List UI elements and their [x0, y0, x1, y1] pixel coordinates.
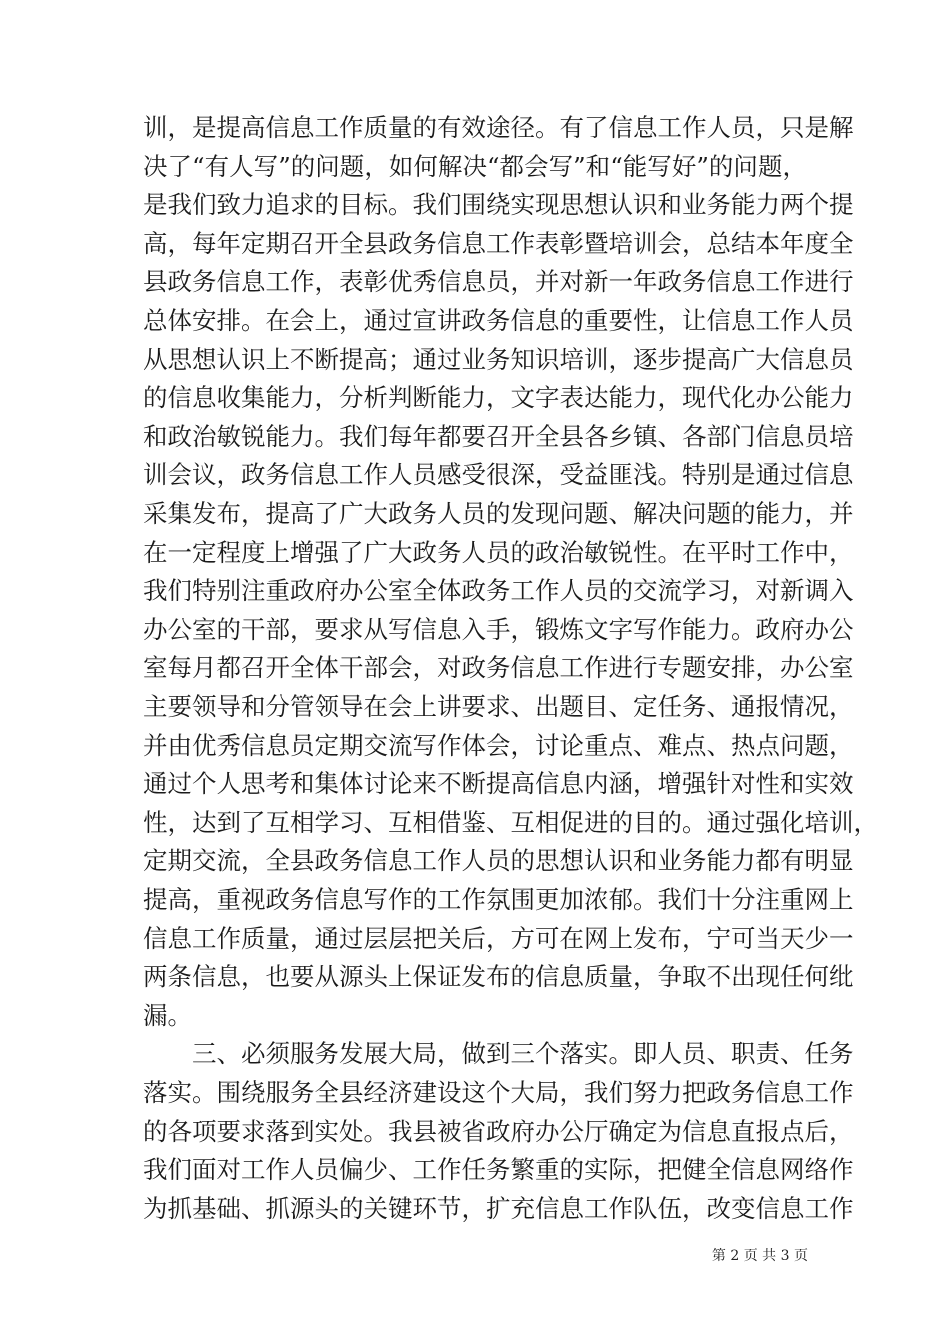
text-line: 是我们致力追求的目标。我们围绕实现思想认识和业务能力两个提: [143, 190, 854, 220]
text-line: 为抓基础、抓源头的关键环节，扩充信息工作队伍，改变信息工作: [143, 1193, 854, 1223]
text-line: 信息工作质量，通过层层把关后，方可在网上发布，宁可当天少一: [143, 923, 854, 953]
text-line: 室每月都召开全体干部会，对政务信息工作进行专题安排，办公室: [143, 653, 854, 683]
text-line: 在一定程度上增强了广大政务人员的政治敏锐性。在平时工作中，: [143, 537, 854, 567]
text-line: 两条信息，也要从源头上保证发布的信息质量，争取不出现任何纰: [143, 962, 854, 992]
text-line: 办公室的干部，要求从写信息入手，锻炼文字写作能力。政府办公: [143, 614, 854, 644]
text-line: 落实。围绕服务全县经济建设这个大局，我们努力把政务信息工作: [143, 1078, 854, 1107]
text-line: 提高，重视政务信息写作的工作氛围更加浓郁。我们十分注重网上: [143, 885, 854, 914]
text-line: 训，是提高信息工作质量的有效途径。有了信息工作人员，只是解: [143, 113, 854, 142]
text-line: 并由优秀信息员定期交流写作体会，讨论重点、难点、热点问题，: [143, 730, 854, 760]
text-line: 采集发布，提高了广大政务人员的发现问题、解决问题的能力，并: [143, 499, 854, 528]
text-line: 的信息收集能力，分析判断能力，文字表达能力，现代化办公能力: [143, 383, 854, 413]
paragraph-heading-line: 三、必须服务发展大局，做到三个落实。即人员、职责、任务: [192, 1039, 854, 1069]
page-number: 第 2 页 共 3 页: [711, 1248, 808, 1264]
text-line: 高，每年定期召开全县政务信息工作表彰暨培训会，总结本年度全: [143, 228, 854, 258]
text-line: 性，达到了互相学习、互相借鉴、互相促进的目的。通过强化培训，: [143, 807, 878, 837]
text-line: 的各项要求落到实处。我县被省政府办公厅确定为信息直报点后，: [143, 1116, 854, 1146]
text-line: 漏。: [143, 1000, 192, 1030]
text-line: 我们特别注重政府办公室全体政务工作人员的交流学习，对新调入: [143, 576, 854, 606]
text-line: 县政务信息工作，表彰优秀信息员，并对新一年政务信息工作进行: [143, 267, 854, 297]
text-line: 定期交流，全县政务信息工作人员的思想认识和业务能力都有明显: [143, 846, 854, 876]
text-line: 训会议，政务信息工作人员感受很深，受益匪浅。特别是通过信息: [143, 460, 854, 490]
text-line: 总体安排。在会上，通过宣讲政务信息的重要性，让信息工作人员: [143, 306, 854, 335]
text-line: 主要领导和分管领导在会上讲要求、出题目、定任务、通报情况，: [143, 692, 854, 721]
text-line: 通过个人思考和集体讨论来不断提高信息内涵，增强针对性和实效: [143, 769, 854, 799]
text-line: 决了“有人写”的问题，如何解决“都会写”和“能写好”的问题，: [143, 151, 807, 181]
text-line: 从思想认识上不断提高；通过业务知识培训，逐步提高广大信息员: [143, 344, 854, 374]
text-line: 我们面对工作人员偏少、工作任务繁重的实际，把健全信息网络作: [143, 1155, 854, 1185]
text-line: 和政治敏锐能力。我们每年都要召开全县各乡镇、各部门信息员培: [143, 421, 854, 451]
